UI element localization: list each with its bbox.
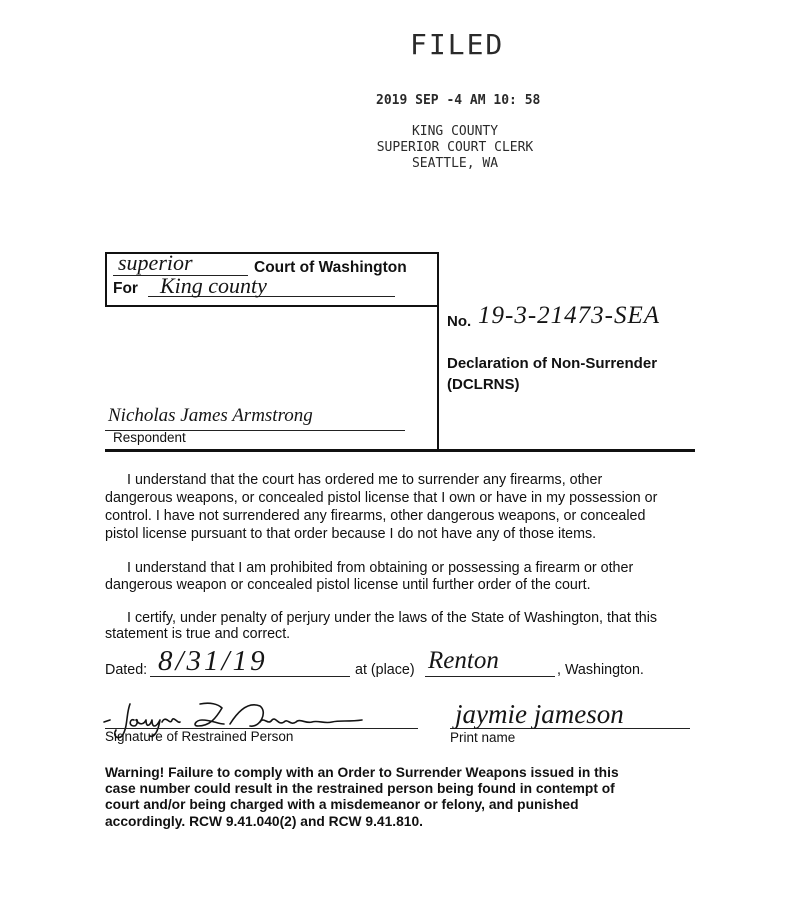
place-label: at (place)	[355, 662, 415, 678]
court-label: Court of Washington	[254, 259, 407, 276]
paragraph2-line1: I understand that I am prohibited from obtaining or possessing a firearm or other	[127, 560, 634, 576]
clerk-line-3: SEATTLE, WA	[411, 156, 499, 171]
filed-stamp: FILED	[410, 28, 505, 61]
print-name-label: Print name	[450, 730, 516, 745]
caption-divider-vertical	[437, 252, 439, 450]
state-suffix: , Washington.	[557, 662, 644, 678]
paragraph1-line2: dangerous weapons, or concealed pistol license that I own or have in my possession or	[105, 490, 658, 506]
caption-divider-thick	[105, 449, 695, 452]
warning-line3: court and/or being charged with a misdemeanor or felony, and punished	[105, 797, 579, 812]
place-handwritten: Renton	[428, 647, 499, 674]
paragraph1-line3: control. I have not surrendered any firearms, other dangerous weapons, or concealed	[105, 508, 646, 524]
signature-label: Signature of Restrained Person	[105, 729, 294, 744]
paragraph1-line4: pistol license pursuant to that order because I do not have any of those items.	[105, 526, 597, 542]
paragraph2-line2: dangerous weapon or concealed pistol license until further order of the court.	[105, 577, 591, 593]
for-label: For	[113, 280, 138, 297]
paragraph3-line2: statement is true and correct.	[105, 626, 291, 642]
dated-label: Dated:	[105, 662, 148, 678]
date-handwritten: 8/31/19	[158, 645, 268, 677]
case-number-handwritten: 19-3-21473-SEA	[478, 302, 661, 329]
document-code: (DCLRNS)	[447, 376, 520, 393]
respondent-name-handwritten: Nicholas James Armstrong	[108, 405, 313, 426]
warning-line1: Warning! Failure to comply with an Order to Surrender Weapons issued in this	[105, 765, 619, 780]
court-name-handwritten: superior	[118, 250, 193, 275]
warning-line4: accordingly. RCW 9.41.040(2) and RCW 9.41.810.	[105, 814, 423, 829]
caption-box-left	[105, 252, 107, 306]
county-handwritten: King county	[160, 273, 267, 298]
place-underline	[425, 676, 555, 677]
respondent-label: Respondent	[113, 430, 186, 445]
warning-line2: case number could result in the restrained person being found in contempt of	[105, 781, 615, 796]
filed-datetime: 2019 SEP -4 AM 10: 58	[376, 93, 541, 108]
case-number-label: No.	[447, 313, 472, 330]
caption-box-bottom	[105, 305, 438, 307]
print-name-handwritten: jaymie jameson	[455, 699, 624, 729]
paragraph3-line1: I certify, under penalty of perjury under the laws of the State of Washington, that this	[127, 610, 658, 626]
clerk-line-2: SUPERIOR COURT CLERK	[376, 140, 534, 155]
paragraph1-line1: I understand that the court has ordered me to surrender any firearms, other	[127, 472, 603, 488]
clerk-line-1: KING COUNTY	[411, 124, 499, 139]
document-title: Declaration of Non-Surrender	[447, 355, 658, 372]
